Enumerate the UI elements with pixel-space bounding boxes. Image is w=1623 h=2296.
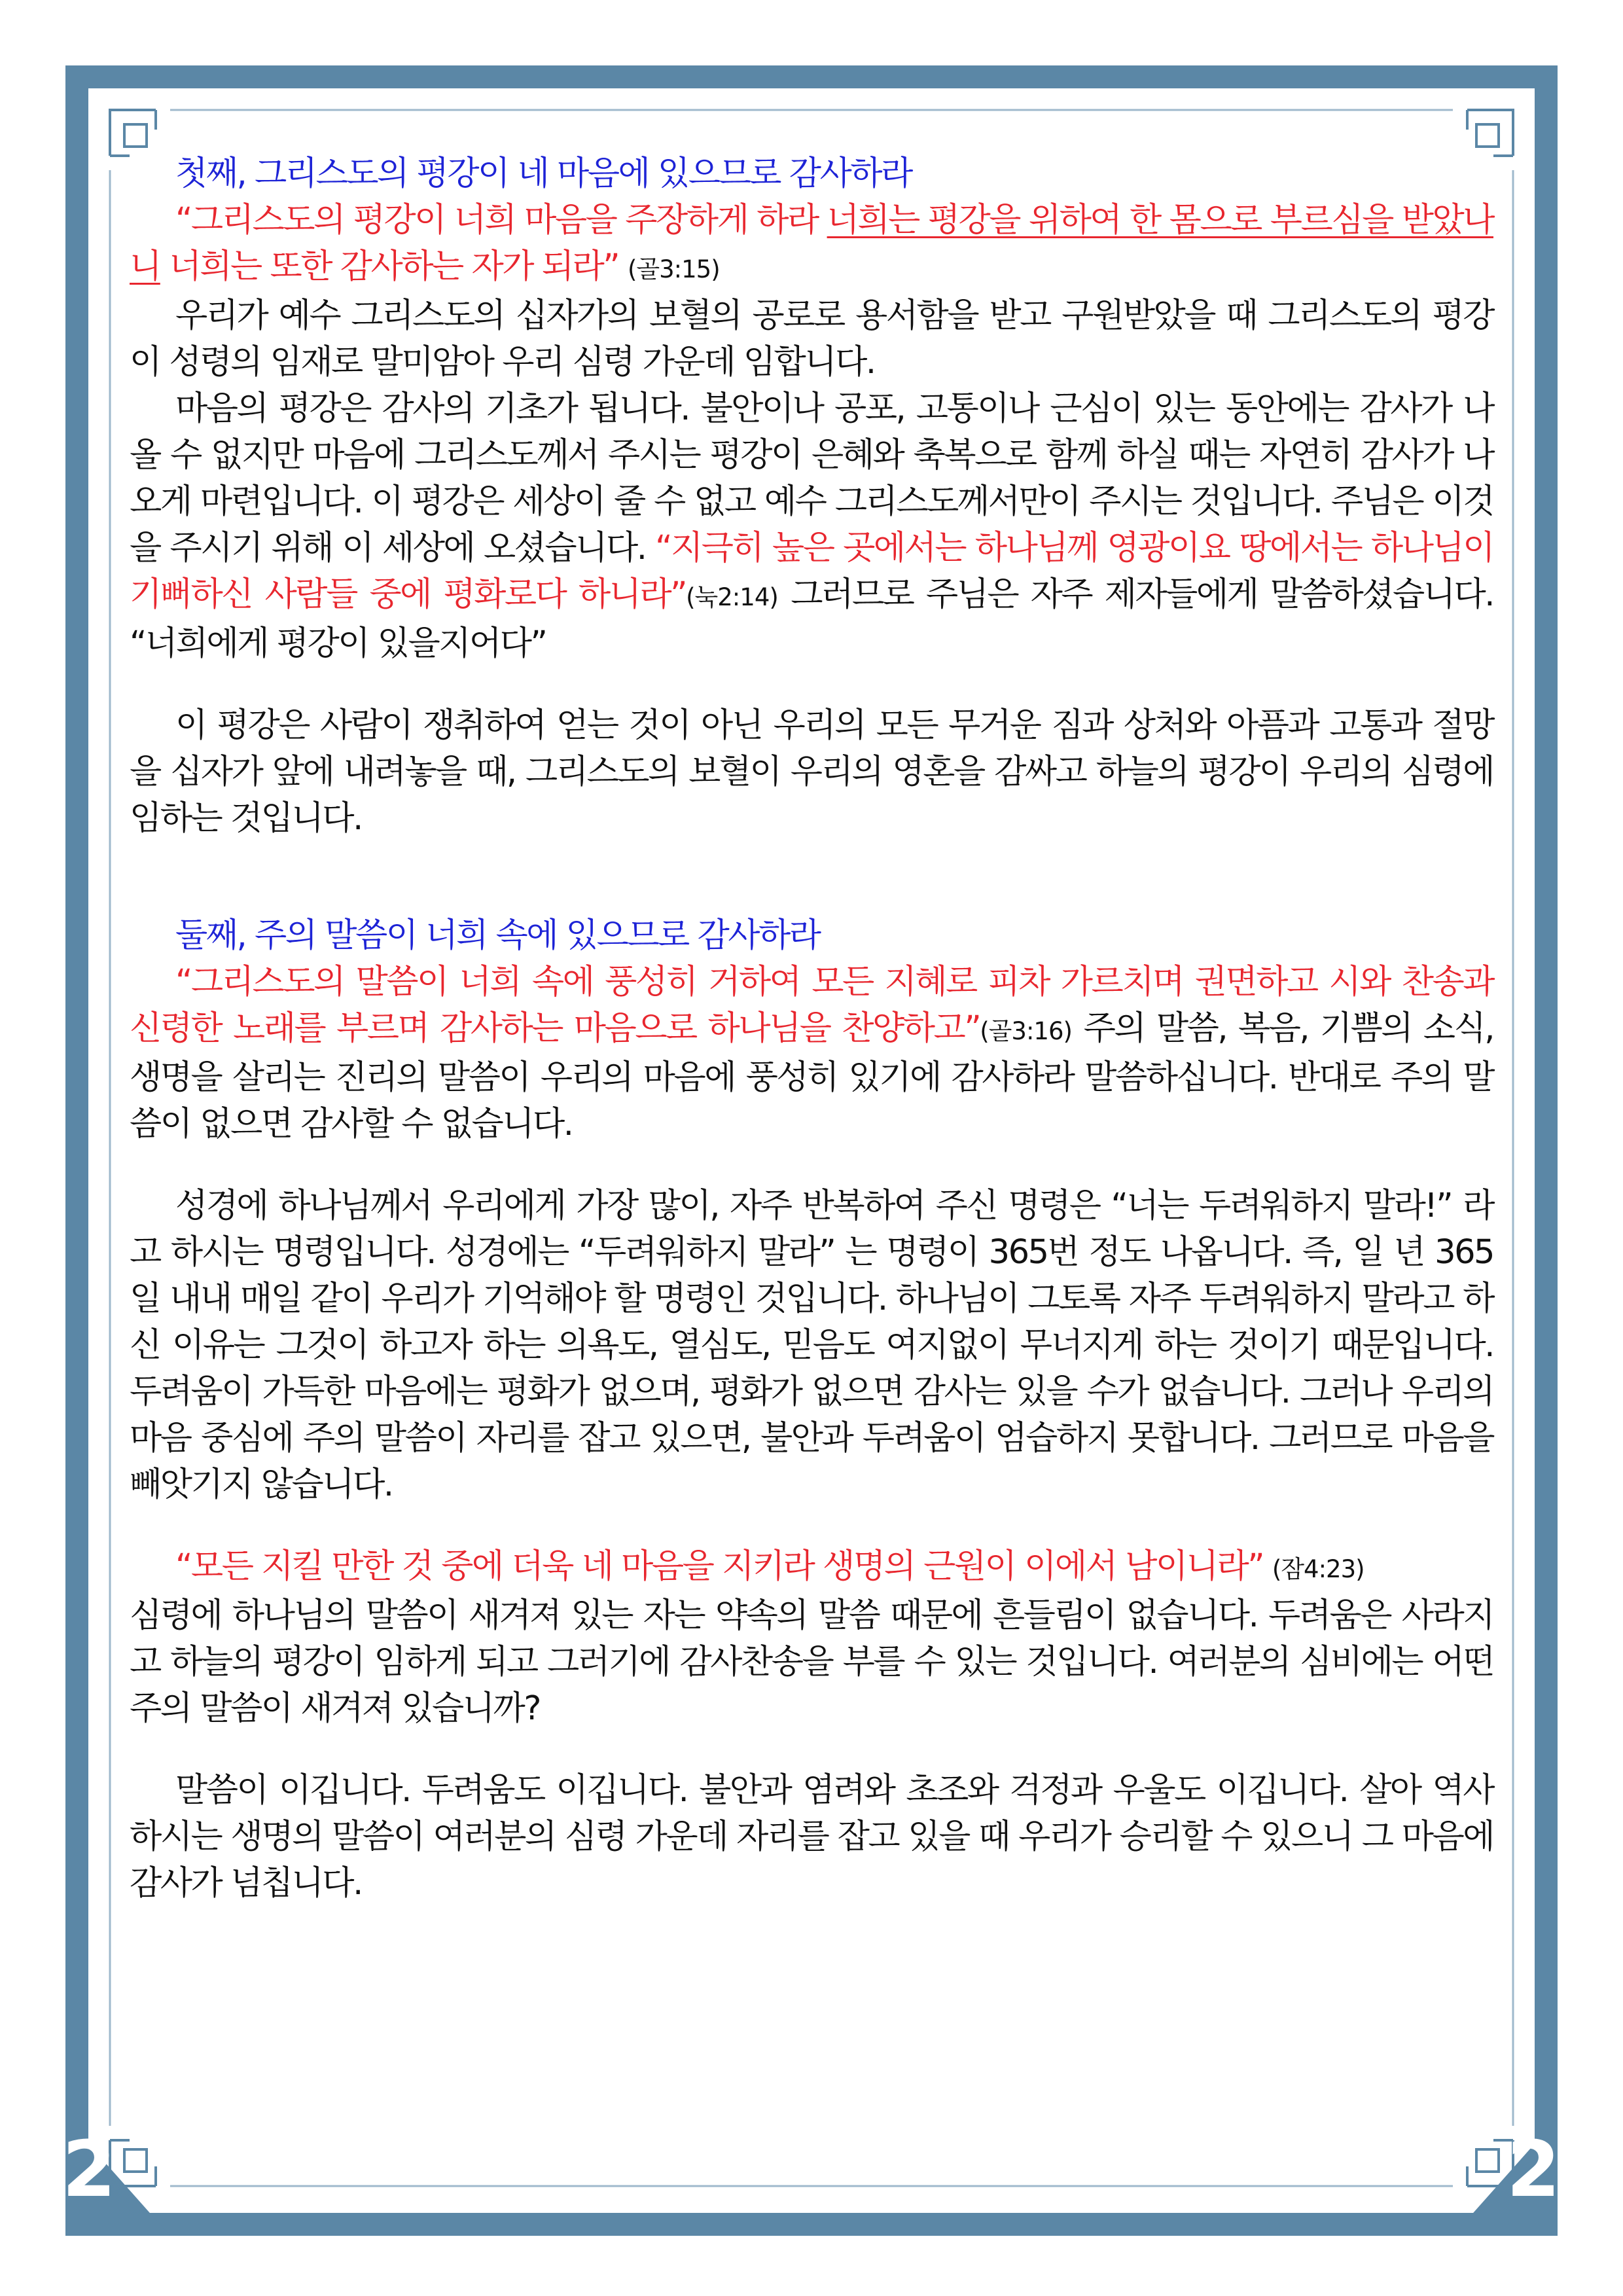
section2-verse-ref: (골3:16) — [980, 1017, 1072, 1045]
section2-paragraph-1: 성경에 하나님께서 우리에게 가장 많이, 자주 반복하여 주신 명령은 “너는 두려워하지 말라!” 라고 하시는 명령입니다. 성경에는 “두려워하지 말라” 는 명령이 365번 정도 나옵니다. 즉, 일 년 365일 내내 매일 같이 우리가 기억해야 할 명령인 것입니다. 하나님이 그토록 자주 두려워하지 말라고 하신 이유는 그것이 하고자 하는 의욕도, 열심도, 믿음도 여지없이 무너지게 하는 것이기 때문입니다. 두려움이 가득한 마음에는 평화가 없으며, 평화가 없으면 감사는 있을 수가 없습니다. 그러나 우리의 마음 중심에 주의 말씀이 자리를 잡고 있으면, 불안과 두려움이 엄습하지 못합니다. 그러므로 마음을 빼앗기지 않습니다. — [130, 1187, 1493, 1504]
sermon-body — [130, 151, 1493, 1907]
section2-verse-follow: 주의 말씀, 복음, 기쁨의 소식, 생명을 살리는 진리의 말씀이 우리의 마음에 풍성히 있기에 감사하라 말씀하십니다. 반대로 주의 말씀이 없으면 감사할 수 없습니다. — [130, 1009, 1493, 1143]
section2-verse-text: “그리스도의 말씀이 너희 속에 풍성히 거하여 모든 지혜로 피차 가르치며 권면하고 시와 찬송과 신령한 노래를 부르며 감사하는 마음으로 하나님을 찬양하고” — [130, 963, 1493, 1048]
section1-paragraph-3: 이 평강은 사람이 쟁취하여 얻는 것이 아닌 우리의 모든 무거운 짐과 상처와 아픔과 고통과 절망을 십자가 앞에 내려놓을 때, 그리스도의 보혈이 우리의 영혼을 감싸고 하늘의 평강이 우리의 심령에 임하는 것입니다. — [130, 706, 1493, 838]
section2-verse-2-ref: (잠4:23) — [1272, 1555, 1364, 1583]
section1-paragraph-2-text: 마음의 평강은 감사의 기초가 됩니다. 불안이나 공포, 고통이나 근심이 있는 동안에는 감사가 나올 수 없지만 마음에 그리스도께서 주시는 평강이 은혜와 축복으로 함께 하실 때는 자연히 감사가 나오게 마련입니다. 이 평강은 세상이 줄 수 없고 예수 그리스도께서만이 주시는 것입니다. 주님은 이것을 주시기 위해 이 세상에 오셨습니다. — [130, 389, 1493, 567]
section1-verse — [130, 197, 1493, 293]
section1-paragraph-1: 우리가 예수 그리스도의 십자가의 보혈의 공로로 용서함을 받고 구원받았을 때 그리스도의 평강이 성령의 임재로 말미암아 우리 심령 가운데 임합니다. — [130, 296, 1493, 382]
section1-paragraph-2-end: 그러므로 주님은 자주 제자들에게 말씀하셨습니다. “너희에게 평강이 있을지어다” — [130, 575, 1493, 663]
section2-verse-2 — [130, 1543, 1493, 1592]
section1-verse-part2: 너희는 또한 감사하는 자가 되라” — [160, 247, 619, 286]
section1-verse-underlined: 너희는 평강을 위하여 한 몸으로 부르심을 받았나니 — [130, 201, 1493, 286]
section2-paragraph-3: 말씀이 이깁니다. 두려움도 이깁니다. 불안과 염려와 초조와 걱정과 우울도 이깁니다. 살아 역사하시는 생명의 말씀이 여러분의 심령 가운데 자리를 잡고 있을 때 우리가 승리할 수 있으니 그 마음에 감사가 넘칩니다. — [130, 1771, 1493, 1903]
section2-verse — [130, 959, 1493, 1147]
section1-heading: 첫째, 그리스도의 평강이 네 마음에 있으므로 감사하라 — [175, 154, 912, 193]
section1-paragraph-2-ref: (눅2:14) — [686, 583, 778, 611]
section1-verse-part1: “그리스도의 평강이 너희 마음을 주장하게 하라 — [175, 201, 827, 240]
section1-verse-ref: (골3:15) — [627, 255, 720, 283]
section1-paragraph-2 — [130, 386, 1493, 667]
section2-heading: 둘째, 주의 말씀이 너희 속에 있으므로 감사하라 — [175, 916, 820, 955]
section2-verse-2-text: “모든 지킬 만한 것 중에 더욱 네 마음을 지키라 생명의 근원이 이에서 남이니라” — [175, 1547, 1264, 1586]
section1-paragraph-2-quote: “지극히 높은 곳에서는 하나님께 영광이요 땅에서는 하나님이 기뻐하신 사람들 중에 평화로다 하니라” — [130, 529, 1493, 614]
page-number-left: 2 — [62, 2124, 116, 2214]
section2-paragraph-2: 심령에 하나님의 말씀이 새겨져 있는 자는 약속의 말씀 때문에 흔들림이 없습니다. 두려움은 사라지고 하늘의 평강이 임하게 되고 그러기에 감사찬송을 부를 수 있는 것입니다. 여러분의 심비에는 어떤 주의 말씀이 새겨져 있습니까? — [130, 1596, 1493, 1728]
page-number-right: 2 — [1507, 2124, 1561, 2214]
